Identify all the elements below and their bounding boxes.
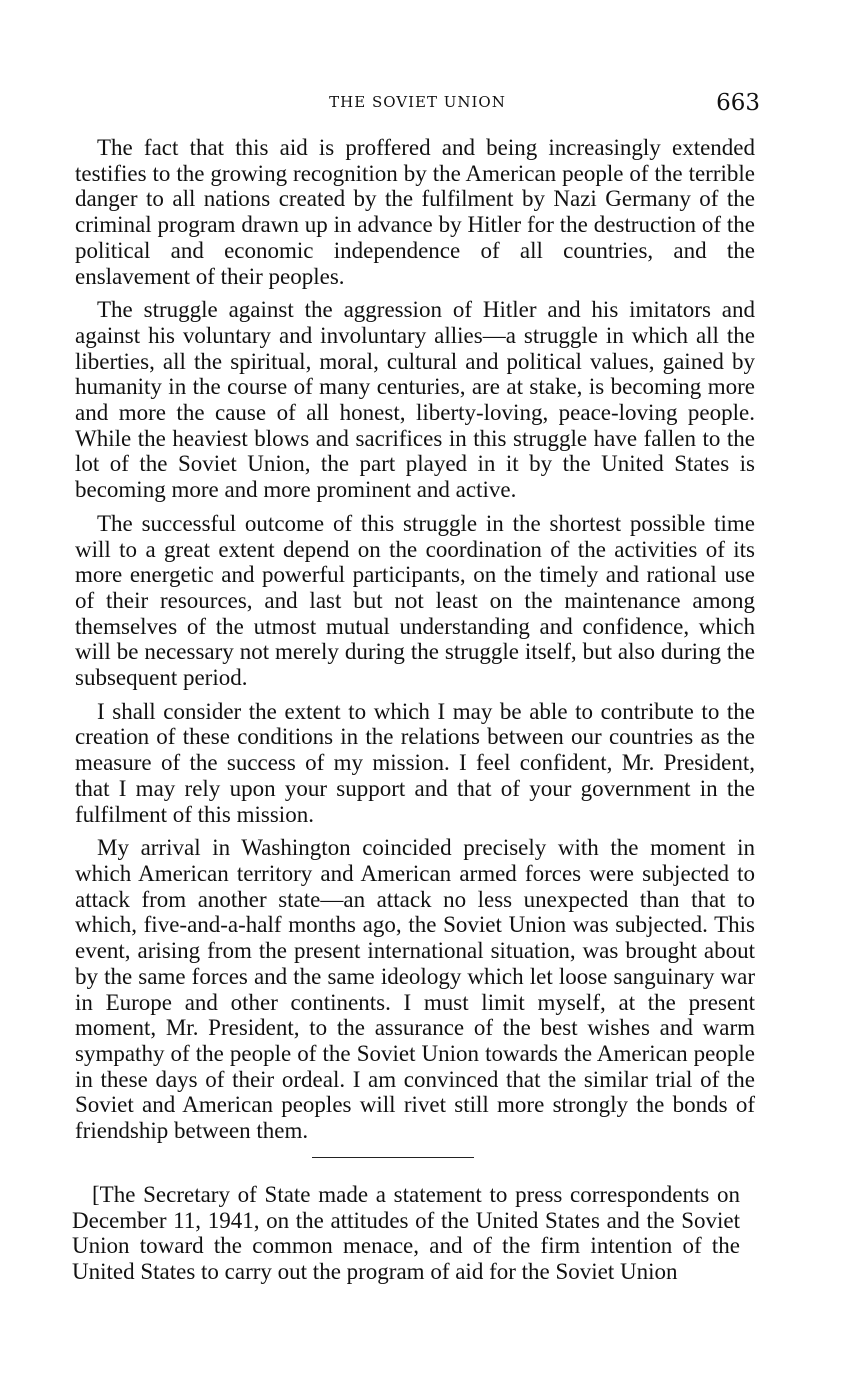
- section-divider: [312, 1157, 474, 1158]
- body-text: [75, 135, 755, 1144]
- paragraph-aid-recognition: The fact that this aid is proffered and being increasingly extended testifies to the growing recognition by the American people of the terrible danger to all nations created by the fulfilment by Nazi Germany of the criminal program drawn up in advance by Hitler for the destruction of the political and economic independence of all countries, and the enslavement of their peoples.: [75, 135, 755, 289]
- editorial-note-text: [The Secretary of State made a statement to press correspondents on December 11, 1941, on the attitudes of the United States and the Soviet Union toward the common menace, and of the firm intention of the United States to carry out the program of aid for the Soviet Union: [72, 1182, 740, 1285]
- running-header: [75, 90, 760, 122]
- paragraph-successful-outcome: The successful outcome of this struggle in the shortest possible time will to a great extent depend on the coordination of the activities of its more energetic and powerful participants, on the timely and rational use of their resources, and last but not least on the maintenance among themselves of the utmost mutual understanding and confidence, which will be necessary not merely during the struggle itself, but also during the subsequent period.: [75, 510, 755, 691]
- editorial-note: [72, 1182, 740, 1285]
- page-number: 663: [716, 90, 760, 116]
- paragraph-struggle-against-aggression: The struggle against the aggression of Hitler and his imitators and against his voluntary and involuntary allies—a struggle in which all the liberties, all the spiritual, moral, cultural and political values, gained by humanity in the course of many centuries, are at stake, is becoming more and more the cause of all honest, liberty-loving, peace-loving people. While the heaviest blows and sacrifices in this struggle have fallen to the lot of the Soviet Union, the part played in it by the United States is becoming more and more prominent and active.: [75, 297, 755, 503]
- running-title: THE SOVIET UNION: [329, 93, 506, 111]
- paragraph-mission: I shall consider the extent to which I may be able to contribute to the creation of these conditions in the relations between our countries as the measure of the success of my mission. I feel confident, Mr. President, that I may rely upon your support and that of your government in the fulfilment of this mission.: [75, 698, 755, 827]
- paragraph-arrival-in-washington: My arrival in Washington coincided precisely with the moment in which American territory and American armed forces were subjected to attack from another state—an attack no less unexpected than that to which, five-and-a-half months ago, the Soviet Union was subjected. This event, arising from the present international situation, was brought about by the same forces and the same ideology which let loose sanguinary war in Europe and other continents. I must limit myself, at the present moment, Mr. President, to the assurance of the best wishes and warm sympathy of the people of the Soviet Union towards the American people in these days of their ordeal. I am convinced that the similar trial of the Soviet and American peoples will rivet still more strongly the bonds of friendship between them.: [75, 835, 755, 1144]
